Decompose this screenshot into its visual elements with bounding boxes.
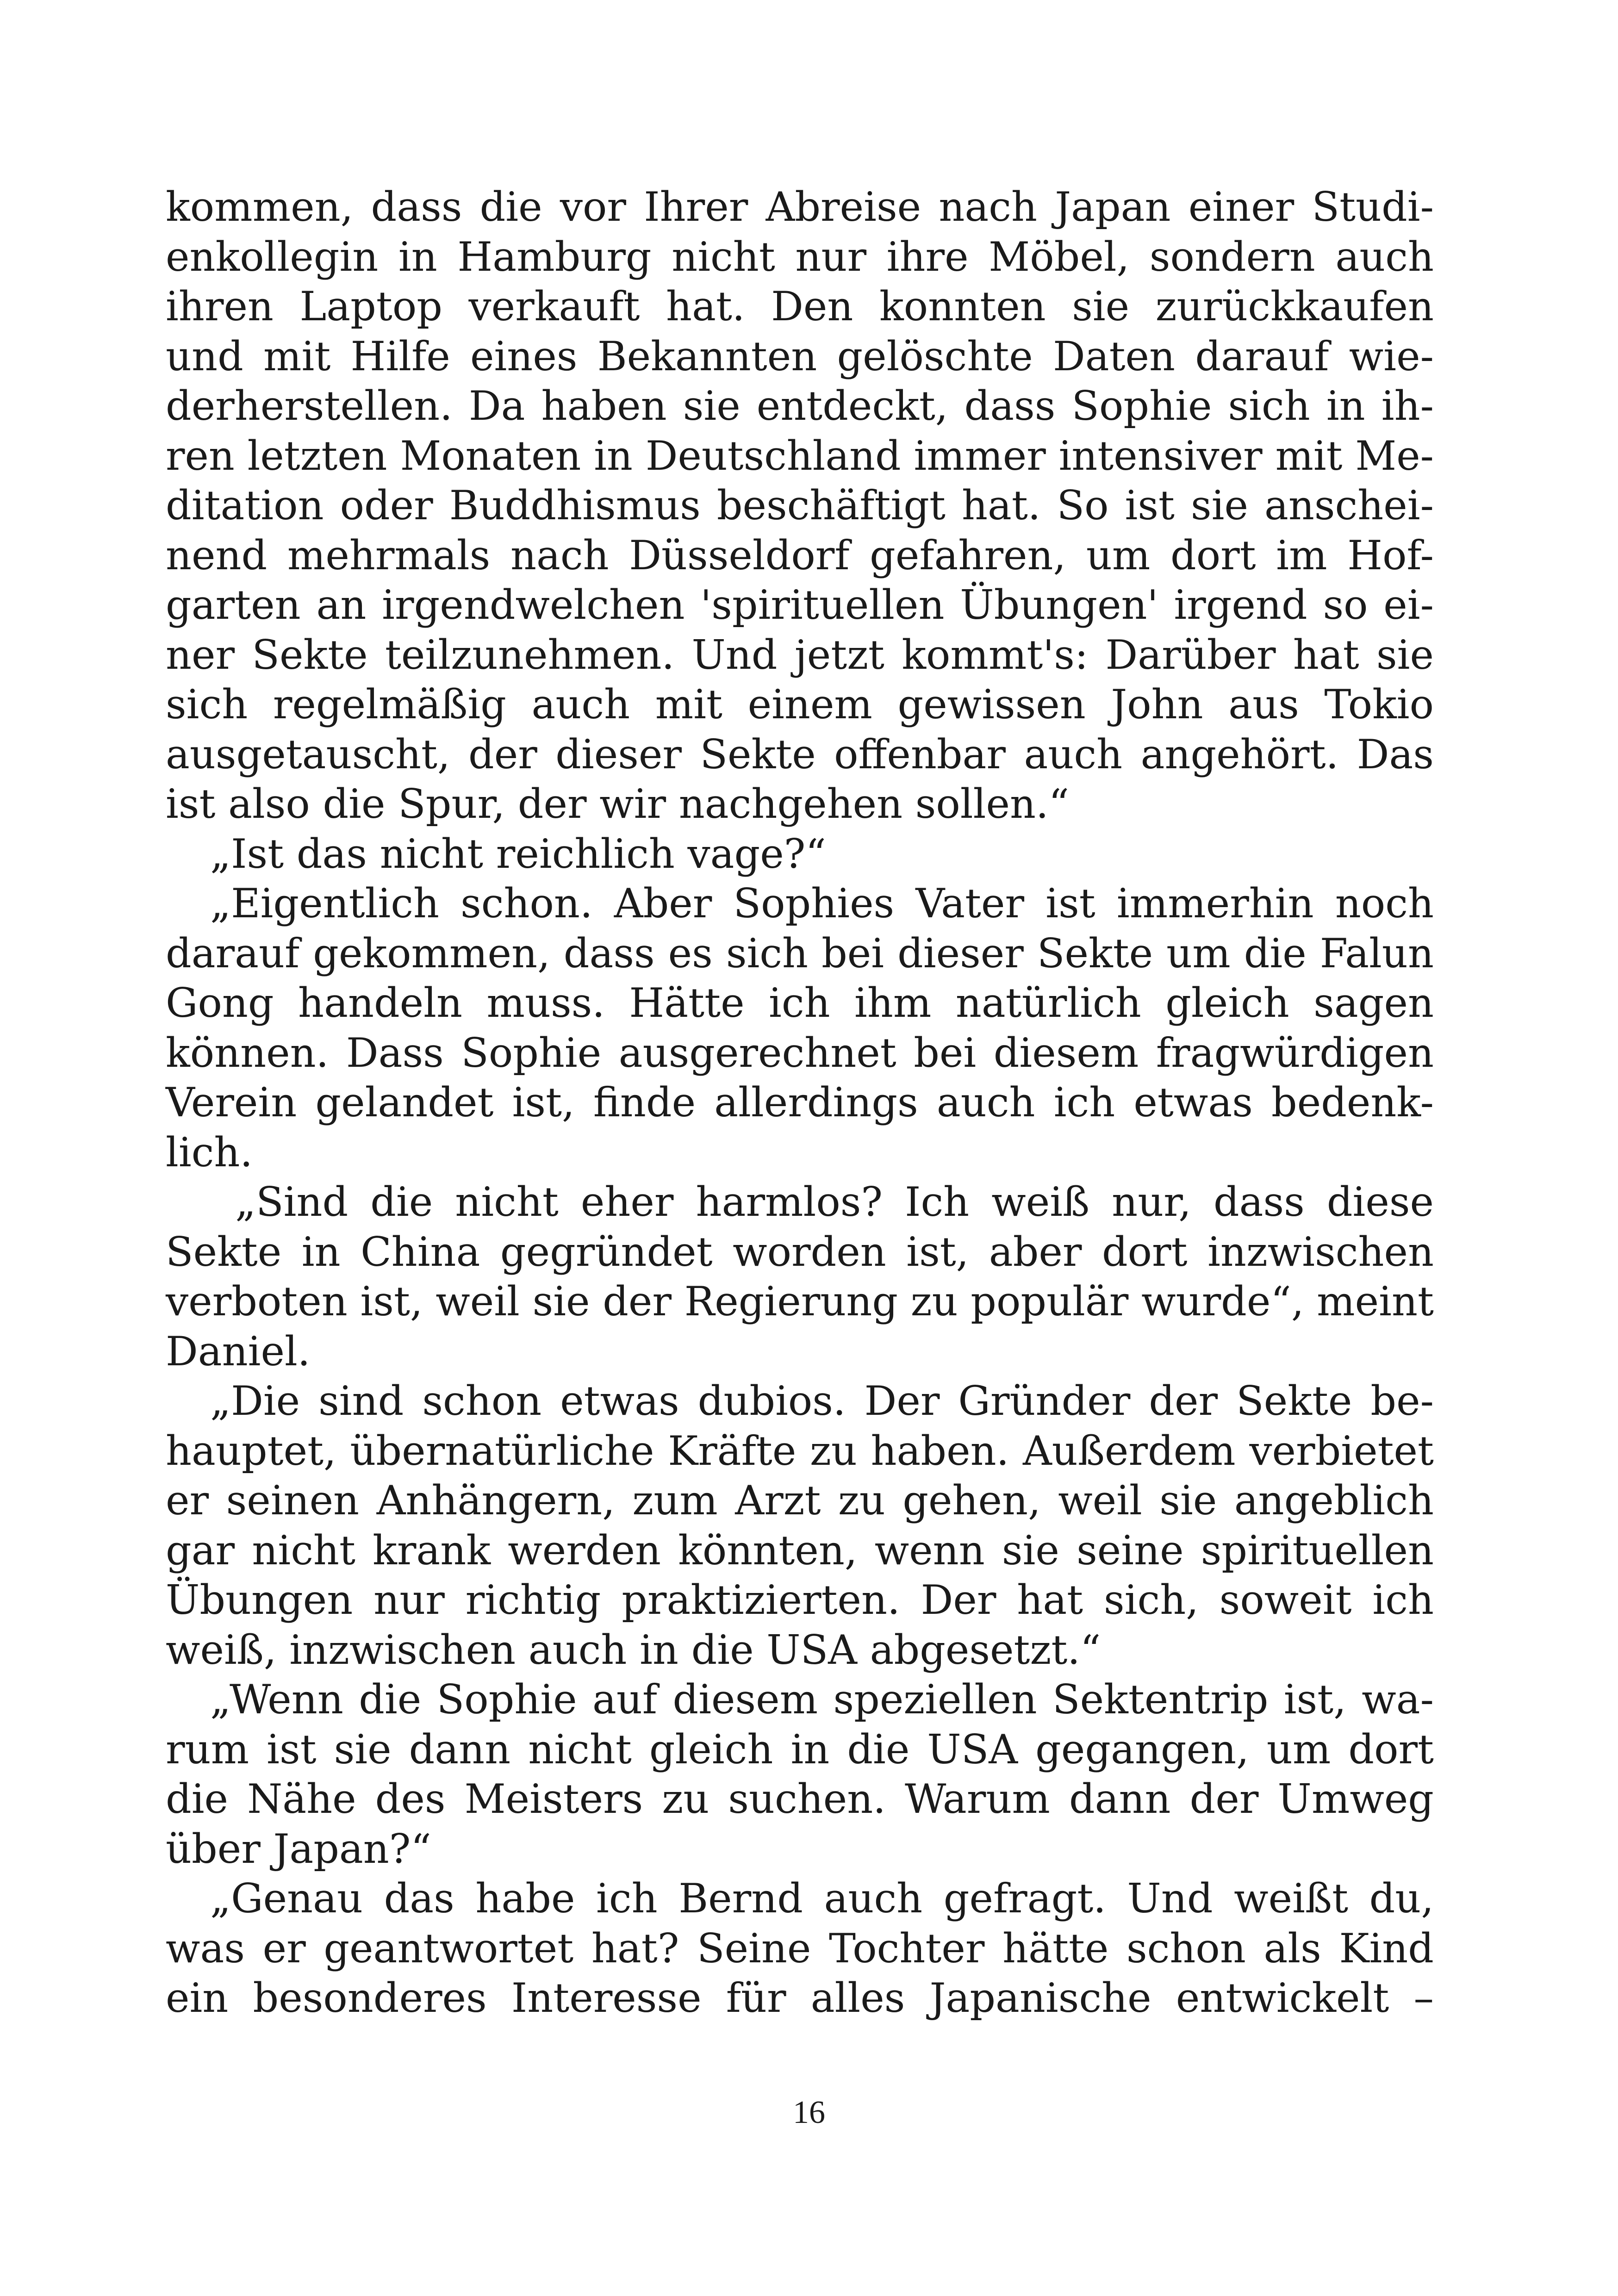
text-line: ditation oder Buddhismus beschäftigt hat. So ist sie anschei- [166,482,1434,529]
text-line: über Japan?“ [166,1825,431,1873]
text-line: „Eigentlich schon. Aber Sophies Vater ist immerhin noch [210,880,1434,927]
text-line: Übungen nur richtig praktizierten. Der hat sich, soweit ich [166,1576,1434,1624]
text-line: Sekte in China gegründet worden ist, aber dort inzwischen [166,1228,1434,1276]
text-line: „Ist das nicht reichlich vage?“ [210,830,826,877]
text-line: „Sind die nicht eher harmlos? Ich weiß nur, dass diese [235,1178,1434,1226]
text-line: ausgetauscht, der dieser Sekte offenbar auch angehört. Das [166,730,1434,778]
text-line: hauptet, übernatürliche Kräfte zu haben. Außerdem verbietet [166,1427,1434,1475]
text-line: was er geantwortet hat? Seine Tochter hätte schon als Kind [166,1924,1434,1972]
text-line: er seinen Anhängern, zum Arzt zu gehen, weil sie angeblich [166,1477,1434,1524]
text-line: kommen, dass die vor Ihrer Abreise nach Japan einer Studi- [166,183,1434,230]
text-line: sich regelmäßig auch mit einem gewissen John aus Tokio [166,681,1434,728]
text-line: Daniel. [166,1327,311,1375]
page-number: 16 [793,2095,825,2130]
text-line: können. Dass Sophie ausgerechnet bei diesem fragwürdigen [166,1029,1434,1076]
text-line: ein besonderes Interesse für alles Japanische entwickelt – [166,1974,1434,2022]
text-line: lich. [166,1128,253,1176]
text-line: „Die sind schon etwas dubios. Der Gründer der Sekte be- [210,1377,1434,1425]
text-line: ihren Laptop verkauft hat. Den konnten sie zurückkaufen [166,283,1434,330]
text-line: ist also die Spur, der wir nachgehen sollen.“ [166,780,1070,828]
text-line: rum ist sie dann nicht gleich in die USA gegangen, um dort [166,1725,1434,1773]
text-line: derherstellen. Da haben sie entdeckt, dass Sophie sich in ih- [166,382,1434,429]
text-line: darauf gekommen, dass es sich bei dieser Sekte um die Falun [166,929,1434,977]
text-line: verboten ist, weil sie der Regierung zu populär wurde“, meint [166,1278,1434,1325]
text-line: Verein gelandet ist, finde allerdings auch ich etwas bedenk- [166,1079,1434,1126]
text-line: weiß, inzwischen auch in die USA abgesetzt.“ [166,1626,1101,1674]
text-line: ner Sekte teilzunehmen. Und jetzt kommt's: Darüber hat sie [166,631,1434,678]
text-line: enkollegin in Hamburg nicht nur ihre Möbel, sondern auch [166,233,1434,280]
text-line: „Genau das habe ich Bernd auch gefragt. Und weißt du, [210,1875,1434,1922]
text-line: nend mehrmals nach Düsseldorf gefahren, um dort im Hof- [166,531,1434,579]
text-line: Gong handeln muss. Hätte ich ihm natürlich gleich sagen [166,979,1434,1027]
text-line: „Wenn die Sophie auf diesem speziellen Sektentrip ist, wa- [210,1676,1434,1723]
text-line: und mit Hilfe eines Bekannten gelöschte Daten darauf wie- [166,332,1434,380]
text-line: die Nähe des Meisters zu suchen. Warum dann der Umweg [166,1775,1434,1823]
text-line: gar nicht krank werden könnten, wenn sie seine spirituellen [166,1526,1434,1574]
text-line: garten an irgendwelchen 'spirituellen Übungen' irgend so ei- [166,581,1434,628]
text-line: ren letzten Monaten in Deutschland immer intensiver mit Me- [166,432,1434,479]
body-text [166,182,1434,2023]
